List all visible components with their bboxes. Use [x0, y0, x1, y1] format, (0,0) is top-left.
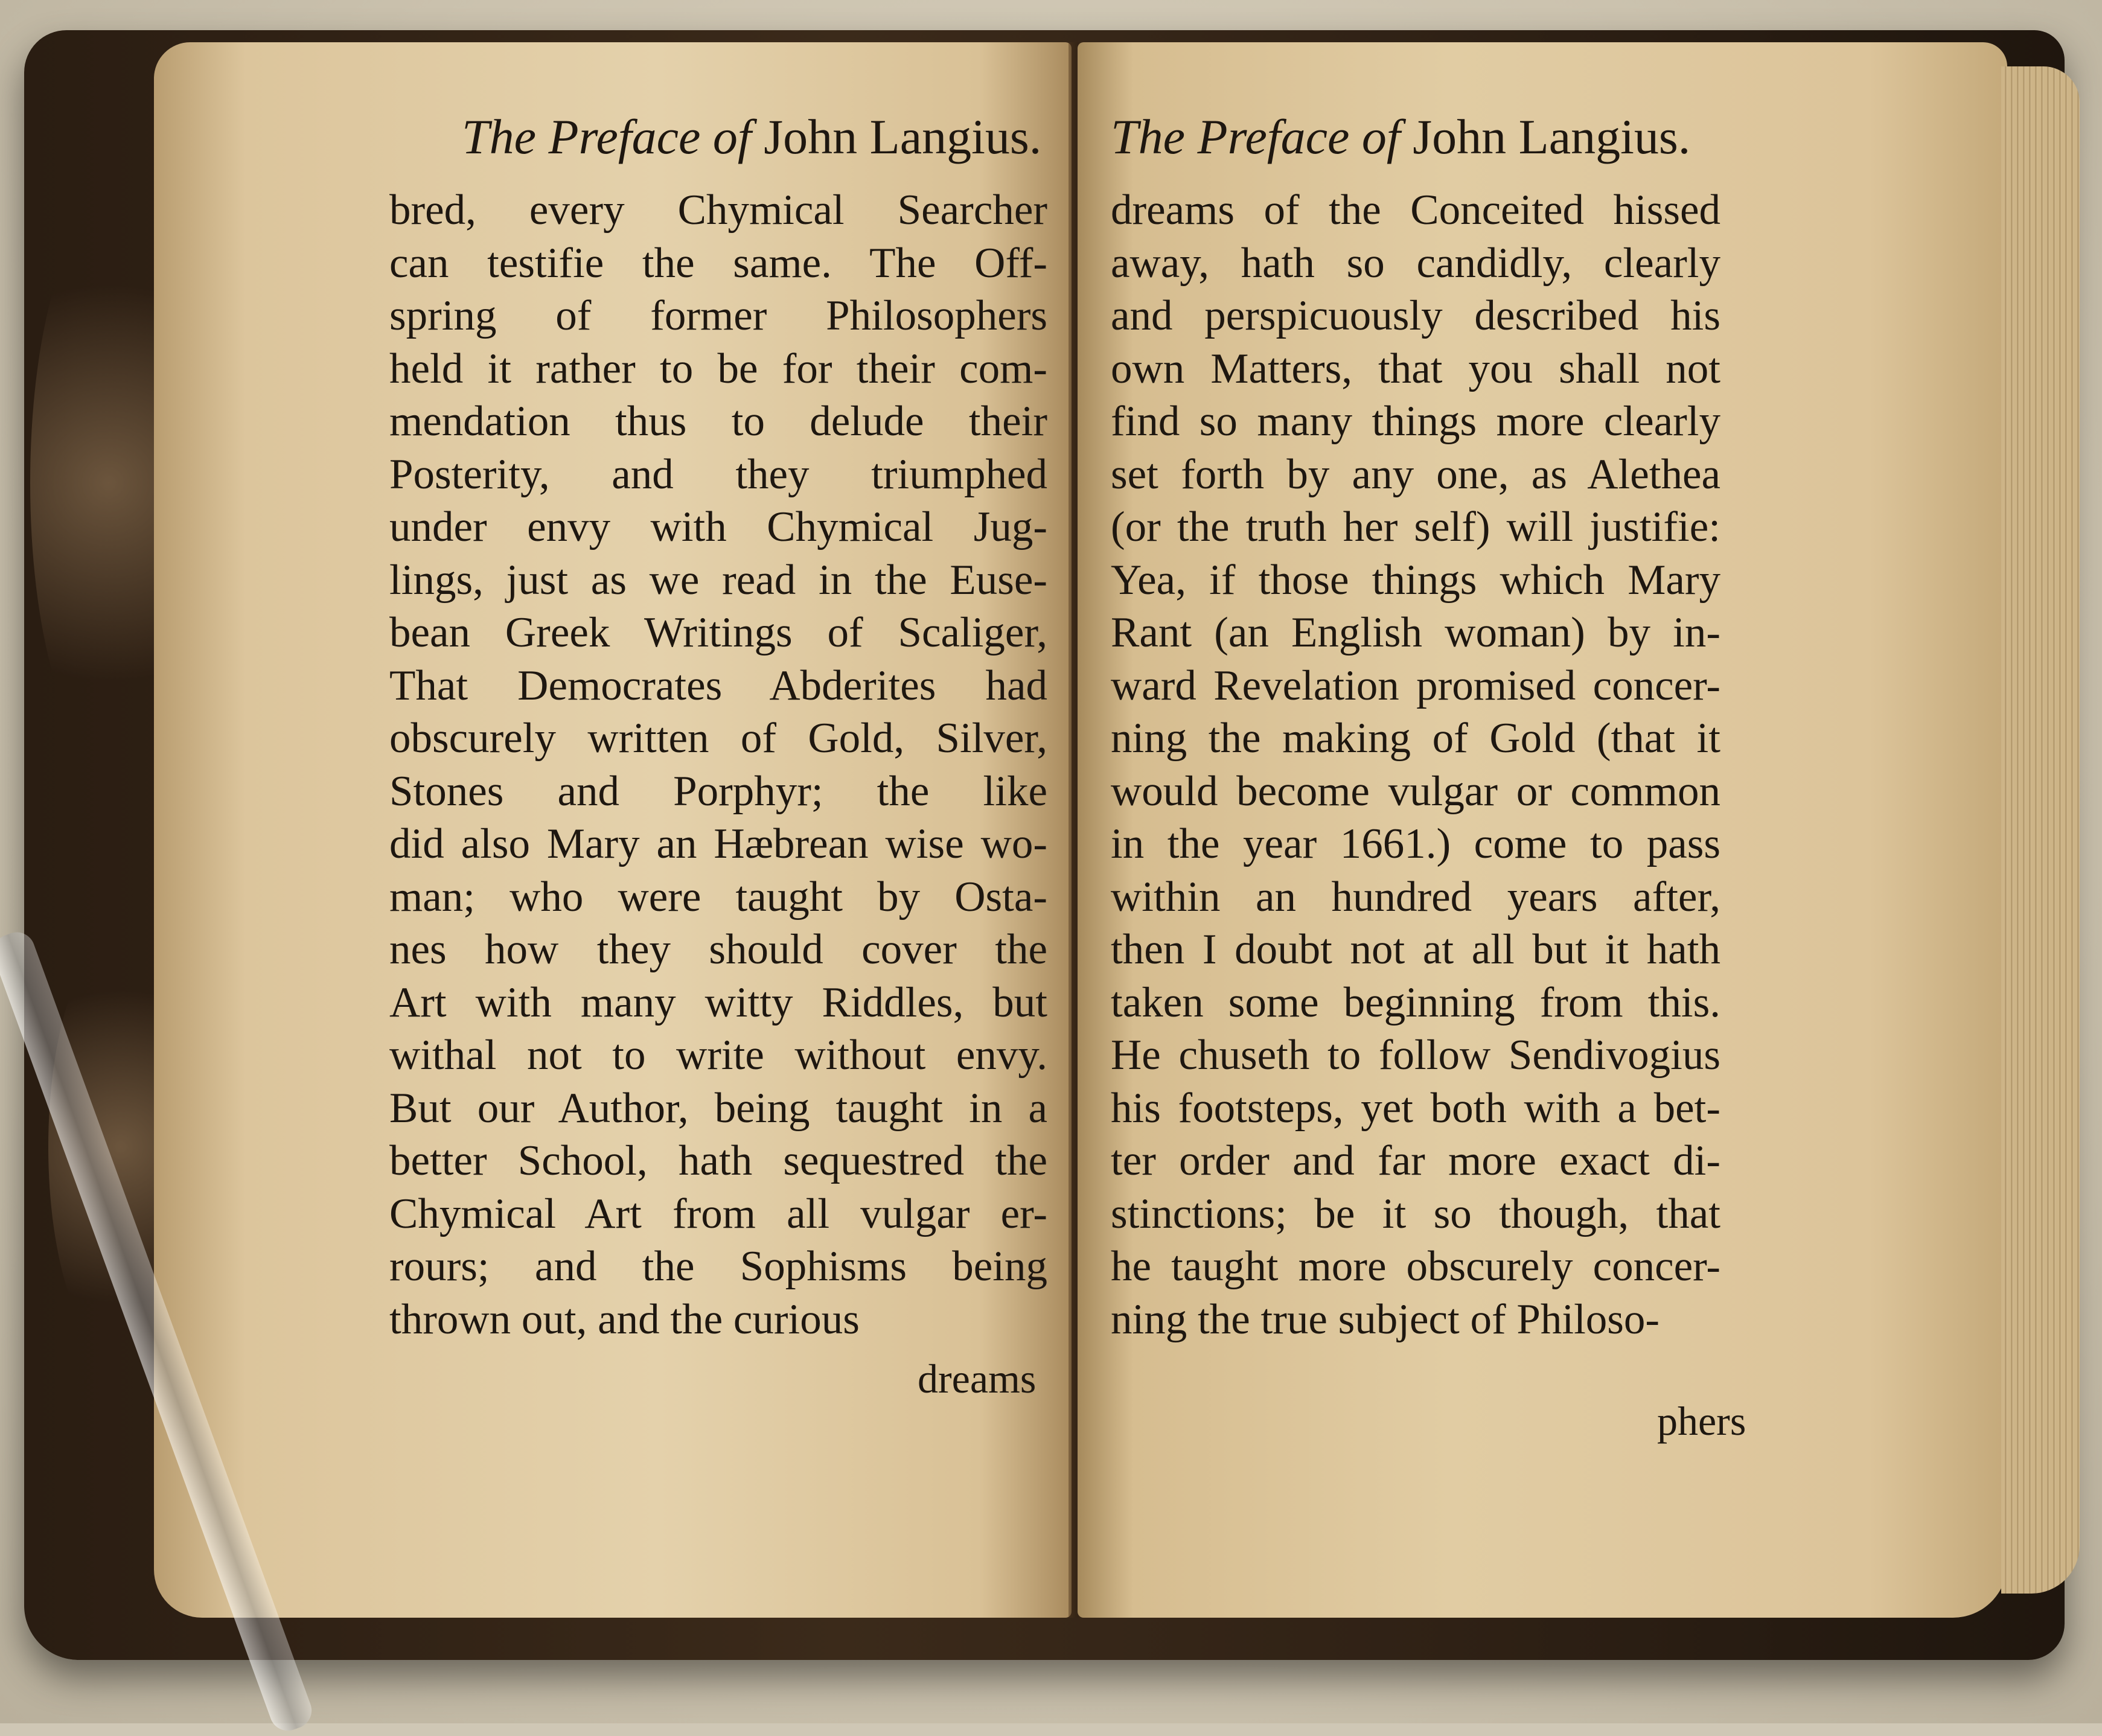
- running-head-roman: John Langius.: [1413, 109, 1691, 164]
- text-line: spring of former Philosophers: [389, 292, 1047, 339]
- text-line: own Matters, that you shall not: [1111, 345, 1720, 392]
- text-line: Posterity, and they triumphed: [389, 450, 1047, 498]
- text-line: ning the true subject of Philoso-: [1111, 1295, 1660, 1343]
- right-catchword: phers: [1657, 1398, 1746, 1444]
- text-line: Art with many witty Riddles, but: [389, 978, 1047, 1026]
- text-line: ter order and far more exact di-: [1111, 1137, 1720, 1184]
- text-line: lings, just as we read in the Euse-: [389, 556, 1047, 604]
- running-head-italic: The Preface of: [1111, 109, 1401, 164]
- open-book: [154, 42, 2007, 1618]
- text-line: obscurely written of Gold, Silver,: [389, 715, 1047, 762]
- right-text-block: [1111, 184, 1720, 1346]
- text-line: man; who were taught by Osta-: [389, 873, 1047, 921]
- text-line: mendation thus to delude their: [389, 398, 1047, 445]
- left-running-head: [462, 109, 1041, 165]
- text-line: Rant (an English woman) by in-: [1111, 609, 1720, 656]
- text-line: bean Greek Writings of Scaliger,: [389, 609, 1047, 656]
- text-line: He chuseth to follow Sendivogius: [1111, 1032, 1720, 1079]
- text-line: stinctions; be it so though, that: [1111, 1190, 1720, 1237]
- text-line: can testifie the same. The Off-: [389, 239, 1047, 287]
- text-line: dreams of the Conceited hissed: [1111, 187, 1720, 234]
- text-line: within an hundred years after,: [1111, 873, 1720, 921]
- text-line: withal not to write without envy.: [389, 1032, 1047, 1079]
- text-line: ward Revelation promised concer-: [1111, 662, 1720, 709]
- left-text-block: [389, 184, 1047, 1346]
- text-line: thrown out, and the curious: [389, 1295, 860, 1343]
- text-line: Stones and Porphyr; the like: [389, 767, 1047, 815]
- text-line: But our Author, being taught in a: [389, 1084, 1047, 1132]
- text-line: would become vulgar or common: [1111, 767, 1720, 815]
- text-line: in the year 1661.) come to pass: [1111, 820, 1720, 867]
- text-line: held it rather to be for their com-: [389, 345, 1047, 392]
- text-line: under envy with Chymical Jug-: [389, 503, 1047, 550]
- text-line: set forth by any one, as Alethea: [1111, 450, 1720, 498]
- text-line: find so many things more clearly: [1111, 398, 1720, 445]
- text-line: taken some beginning from this.: [1111, 978, 1720, 1026]
- text-line: and perspicuously described his: [1111, 292, 1720, 339]
- text-line: bred, every Chymical Searcher: [389, 187, 1047, 234]
- text-line: Chymical Art from all vulgar er-: [389, 1190, 1047, 1237]
- text-line: did also Mary an Hæbrean wise wo-: [389, 820, 1047, 867]
- text-line: rours; and the Sophisms being: [389, 1243, 1047, 1290]
- running-head-roman: John Langius.: [764, 109, 1042, 164]
- running-head-italic: The Preface of: [462, 109, 752, 164]
- text-line: ning the making of Gold (that it: [1111, 715, 1720, 762]
- text-line: away, hath so candidly, clearly: [1111, 239, 1720, 287]
- text-line: That Democrates Abderites had: [389, 662, 1047, 709]
- text-line: his footsteps, yet both with a bet-: [1111, 1084, 1720, 1132]
- text-line: better School, hath sequestred the: [389, 1137, 1047, 1184]
- page-edges: [2001, 66, 2080, 1594]
- text-line: Yea, if those things which Mary: [1111, 556, 1720, 604]
- right-page: [1078, 42, 2007, 1618]
- text-line: he taught more obscurely concer-: [1111, 1243, 1720, 1290]
- text-line: nes how they should cover the: [389, 926, 1047, 973]
- right-running-head: [1111, 109, 1690, 165]
- left-catchword: dreams: [918, 1356, 1037, 1402]
- left-page: [154, 42, 1072, 1618]
- text-line: then I doubt not at all but it hath: [1111, 926, 1720, 973]
- text-line: (or the truth her self) will justifie:: [1111, 503, 1720, 550]
